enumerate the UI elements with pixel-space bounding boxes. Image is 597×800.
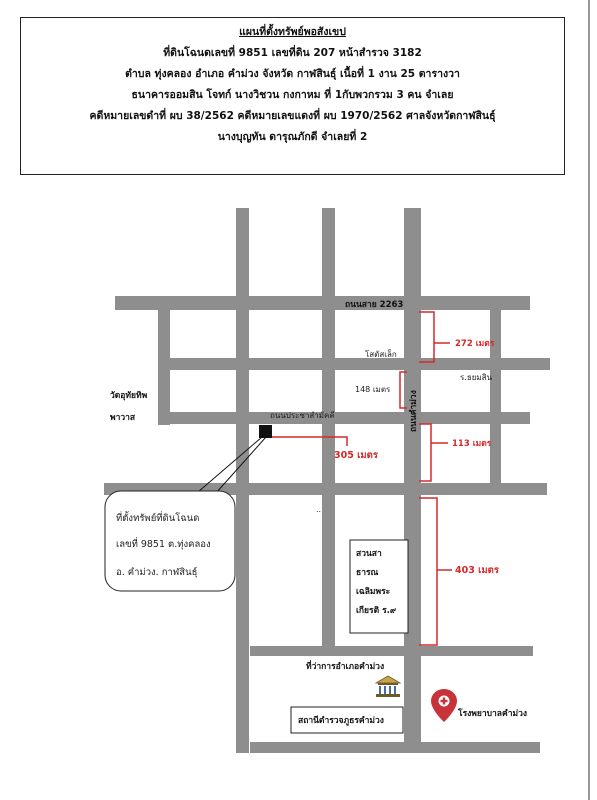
park-label-line1: สวนสา: [356, 549, 382, 559]
road-horizontal-upper: [160, 358, 550, 370]
location-line: ตำบล ทุ่งคลอง อำเภอ คำม่วง จังหวัด กาฬสินธุ์ เนื้อที่ 1 งาน 25 ตารางวา: [125, 68, 460, 80]
park-label-line2: ธารณ: [356, 568, 379, 578]
temple-label-line2: พาวาส: [110, 413, 136, 423]
callout-line2: เลขที่ 9851 ต.ทุ่งคลอง: [116, 539, 211, 550]
road-vertical-left: [236, 208, 249, 753]
government-building-icon: [376, 676, 400, 697]
distance-272-label: 272 เมตร: [455, 339, 495, 349]
road-khammuang-label: ถนนคำม่วง: [409, 390, 419, 432]
case-line: คดีหมายเลขดำที่ ผบ 38/2562 คดีหมายเลขแดงที่ ผบ 1970/2562 ศาลจังหวัดกาฬสินธุ์: [89, 110, 496, 122]
park-label-line4: เกียรติ ร.๙: [356, 606, 397, 616]
callout-line1: ที่ตั้งทรัพย์ที่ดินโฉนด: [116, 513, 200, 524]
hospital-label: โรงพยาบาลคำม่วง: [458, 709, 528, 719]
map-title: แผนที่ตั้งทรัพย์พอสังเขป: [239, 26, 346, 38]
road-2263-label: ถนนสาย 2263: [345, 300, 404, 310]
road-horizontal-lower: [250, 646, 533, 656]
road-prachasamakkhi: [165, 412, 530, 424]
road-horizontal-bottom: [250, 742, 540, 753]
bracket-403: [419, 498, 437, 645]
callout-line3: อ. คำม่วง. กาฬสินธุ์: [116, 567, 198, 578]
road-khammuang: [404, 208, 421, 753]
road-2263: [115, 296, 530, 310]
defendant-line: นางบุญทัน ดารุณภักดี จำเลยที่ 2: [217, 131, 368, 143]
road-prachasamakkhi-label: ถนนประชาสำมัคคี: [270, 411, 335, 420]
park-label-line3: เฉลิมพระ: [356, 587, 391, 597]
distance-305-label: 305 เมตร: [334, 450, 378, 461]
temple-label-line1: วัดอุทัยทิพ: [110, 391, 148, 401]
distance-113-label: 113 เมตร: [452, 439, 492, 449]
police-station-label: สถานีตำรวจภูธรคำม่วง: [298, 716, 384, 726]
soi-label: ร.ธยมสิน: [460, 373, 493, 382]
distance-403-label: 403 เมตร: [455, 565, 499, 576]
hospital-pin-icon: [431, 689, 457, 722]
stray-mark: ..: [316, 505, 322, 514]
deed-line: ที่ดินโฉนดเลขที่ 9851 เลขที่ดิน 207 หน้าสำรวจ 3182: [163, 47, 422, 59]
property-marker: [259, 425, 272, 438]
bracket-272: [419, 312, 434, 362]
school-label: โสตัสเล็ก: [365, 350, 397, 359]
road-vertical-east: [490, 300, 501, 483]
district-office-label: ที่ว่าการอำเภอคำม่วง: [306, 662, 385, 672]
parties-line: ธนาคารออมสิน โจทก์ นางวิชวน กงกาหม ที่ 1กับพวกรวม 3 คน จำเลย: [131, 89, 454, 101]
distance-148-label: 148 เมตร: [355, 385, 391, 394]
road-vertical-middle: [322, 208, 335, 648]
line-305: [272, 437, 347, 446]
